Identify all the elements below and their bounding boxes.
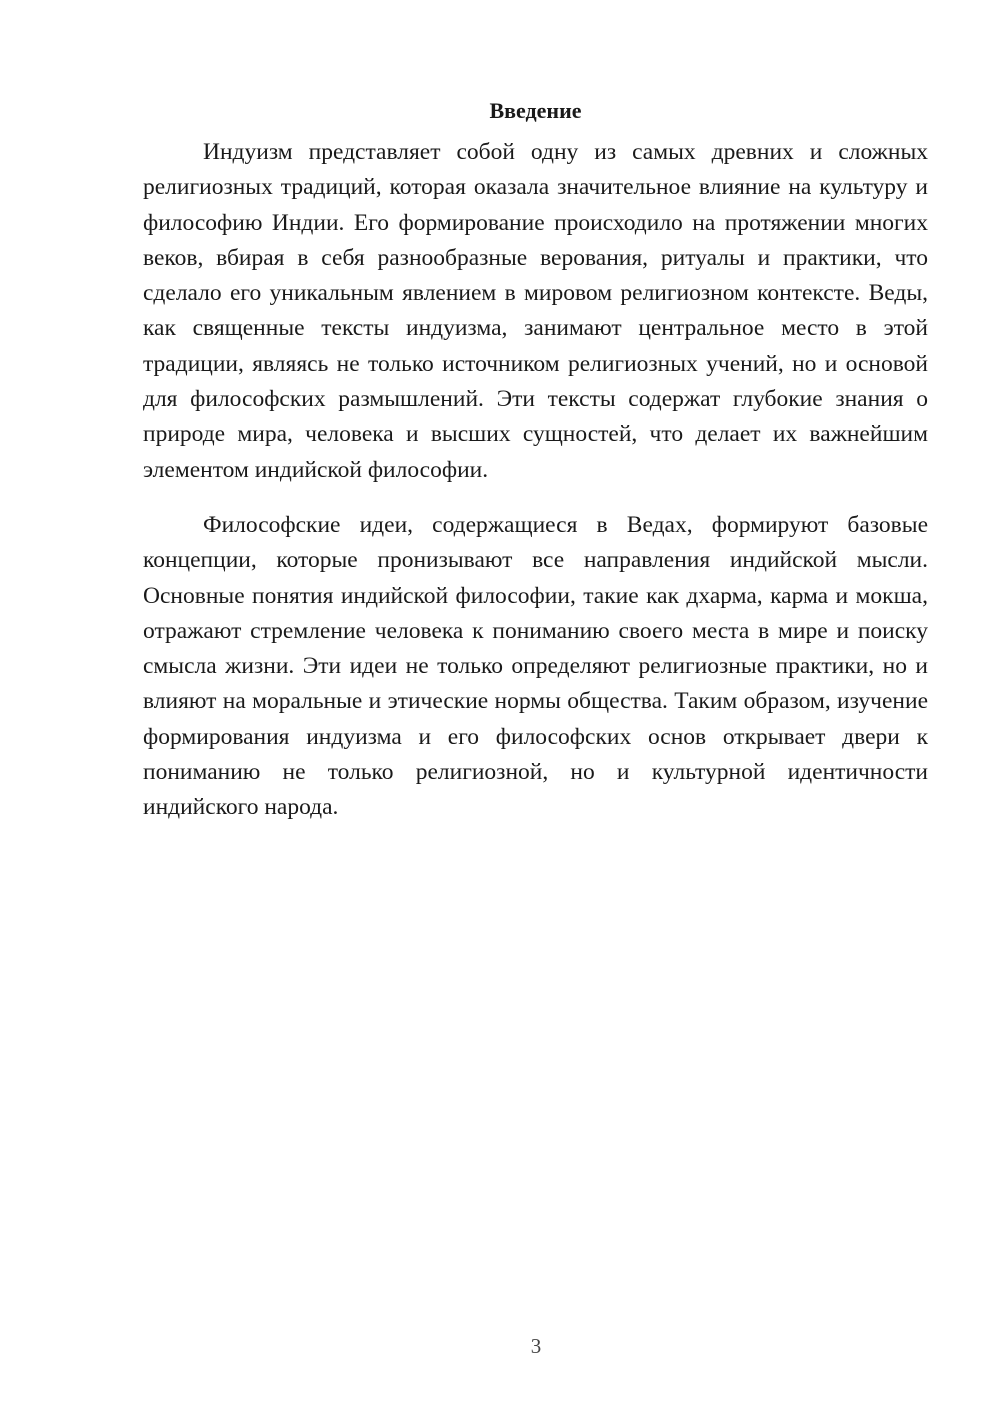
paragraph-1: Индуизм представляет собой одну из самых древних и сложных религиозных традиций, которая оказала значительное влияние на культуру и философию Индии. Его формирование происходило на протяжении многих веков, вбирая в себя разнообразные верования, ритуалы и практики, что сделало его уникальным явлением в мировом религиозном контексте. Веды, как священные тексты индуизма, занимают центральное место в этой традиции, являясь не только источником религиозных учений, но и основой для философских размышлений. Эти тексты содержат глубокие знания о природе мира, человека и высших сущностей, что делает их важнейшим элементом индийской философии. <box>143 139 928 483</box>
page-content <box>143 96 928 826</box>
section-heading: Введение <box>489 98 582 123</box>
paragraph-2: Философские идеи, содержащиеся в Ведах, формируют базовые концепции, которые пронизывают все направления индийской мысли. Основные понятия индийской философии, такие как дхарма, карма и мокша, отражают стремление человека к пониманию своего места в мире и поиску смысла жизни. Эти идеи не только определяют религиозные практики, но и влияют на моральные и этические нормы общества. Таким образом, изучение формирования индуизма и его философских основ открывает двери к пониманию не только религиозной, но и культурной идентичности индийского народа. <box>143 511 928 821</box>
page-number: 3 <box>530 1334 542 1358</box>
